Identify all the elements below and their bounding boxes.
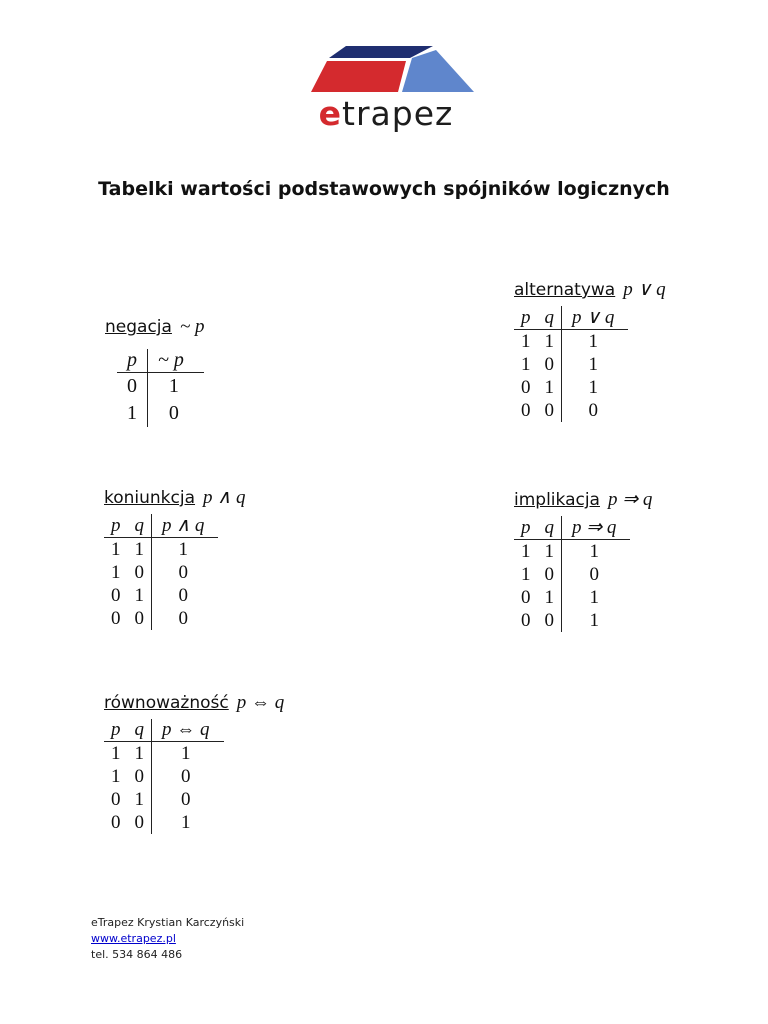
table-cell: 1 — [152, 742, 224, 766]
table-cell: 0 — [134, 811, 144, 833]
table-cell: 0 — [152, 584, 219, 607]
table-cell: 1 — [562, 376, 629, 399]
table-cell: 1 — [562, 353, 629, 376]
table-cell: 0 — [521, 376, 531, 398]
truth-table-koniunkcja — [104, 484, 245, 630]
header-cell: p ⇒ q — [562, 516, 631, 540]
header-cell: p — [104, 719, 128, 742]
table-row — [104, 607, 218, 630]
table-cell: 1 — [134, 538, 144, 560]
table-row — [117, 400, 204, 427]
truth-table-implikacja — [514, 486, 652, 632]
negacja-heading — [105, 313, 204, 341]
rownowaznosc-table — [104, 719, 224, 834]
table-header-row — [514, 306, 628, 330]
negacja-table — [117, 349, 204, 427]
table-cell: 0 — [521, 586, 531, 608]
page-title: Tabelki wartości podstawowych spójników logicznych — [98, 178, 670, 200]
table-cell: 0 — [544, 353, 554, 375]
website-link[interactable]: www.etrapez.pl — [91, 932, 176, 945]
table-cell: 1 — [544, 376, 554, 398]
negacja-symbol: ~ p — [179, 316, 205, 337]
logo-red-shape — [311, 61, 406, 92]
table-cell: 0 — [134, 561, 144, 583]
header-cell: p — [104, 514, 128, 538]
table-cell: 0 — [111, 607, 121, 629]
implikacja-table — [514, 516, 630, 632]
table-cell: 0 — [544, 399, 554, 421]
table-header-row — [104, 514, 218, 538]
table-row — [514, 609, 630, 632]
table-row — [104, 538, 218, 562]
header-cell: p — [514, 516, 538, 540]
etrapez-logo — [296, 44, 476, 136]
table-row — [104, 765, 224, 788]
rownowaznosc-heading — [104, 689, 284, 717]
table-row — [104, 584, 218, 607]
table-cell: 1 — [562, 540, 631, 564]
table-cell: 0 — [544, 563, 554, 585]
header-cell: q — [128, 719, 152, 742]
table-cell: 0 — [111, 584, 121, 606]
table-row — [117, 373, 204, 401]
table-cell: 1 — [562, 609, 631, 632]
table-cell: 0 — [152, 765, 224, 788]
truth-table-negacja — [105, 313, 204, 427]
alternatywa-symbol: p ∨ q — [623, 279, 666, 300]
trapezoid-logo-icon — [296, 44, 476, 94]
table-row — [104, 811, 224, 834]
koniunkcja-heading — [104, 484, 245, 512]
table-row — [104, 561, 218, 584]
table-cell: 1 — [134, 742, 144, 764]
table-cell: 0 — [134, 607, 144, 629]
table-cell: 0 — [544, 609, 554, 631]
header-cell: ~ p — [148, 349, 204, 373]
logo-letter-e: e — [318, 94, 343, 133]
logo-navy-band — [329, 46, 433, 58]
header-cell: p ∨ q — [562, 306, 629, 330]
table-cell: 1 — [111, 561, 121, 583]
table-cell: 0 — [134, 765, 144, 787]
table-row — [514, 330, 628, 354]
header-cell: p — [117, 349, 148, 373]
table-cell: 0 — [111, 811, 121, 833]
table-cell: 0 — [152, 788, 224, 811]
table-cell: 0 — [111, 788, 121, 810]
table-cell: 0 — [152, 607, 219, 630]
table-row — [104, 742, 224, 766]
table-header-row — [514, 516, 630, 540]
implikacja-name: implikacja — [514, 490, 600, 510]
alternatywa-table — [514, 306, 628, 422]
table-cell: 0 — [521, 609, 531, 631]
table-cell: 0 — [152, 561, 219, 584]
header-cell: p ⇔ q — [152, 719, 224, 742]
negacja-name: negacja — [105, 317, 172, 337]
rownowaznosc-symbol: p ⇔ q — [236, 692, 285, 713]
logo-wordmark — [296, 94, 476, 134]
table-cell: 1 — [521, 353, 531, 375]
header-cell: p ∧ q — [152, 514, 219, 538]
table-header-row — [117, 349, 204, 373]
table-row — [514, 399, 628, 422]
table-cell: 1 — [111, 765, 121, 787]
table-row — [104, 788, 224, 811]
header-cell: q — [538, 516, 562, 540]
table-cell: 1 — [134, 584, 144, 606]
koniunkcja-name: koniunkcja — [104, 488, 196, 508]
table-cell: 1 — [544, 586, 554, 608]
table-header-row — [104, 719, 224, 742]
table-cell: 1 — [111, 742, 121, 764]
table-row — [514, 376, 628, 399]
footer — [91, 915, 244, 963]
table-cell: 0 — [148, 400, 204, 427]
header-cell: q — [128, 514, 152, 538]
implikacja-heading — [514, 486, 652, 514]
alternatywa-heading — [514, 276, 666, 304]
table-cell: 1 — [544, 330, 554, 352]
table-cell: 1 — [521, 330, 531, 352]
table-cell: 1 — [148, 373, 204, 401]
table-row — [514, 563, 630, 586]
truth-table-rownowaznosc — [104, 689, 284, 834]
footer-company: eTrapez Krystian Karczyński — [91, 916, 245, 929]
table-cell: 0 — [127, 375, 137, 397]
table-cell: 0 — [562, 563, 631, 586]
koniunkcja-symbol: p ∧ q — [203, 487, 246, 508]
header-cell: p — [514, 306, 538, 330]
table-row — [514, 586, 630, 609]
table-cell: 1 — [544, 540, 554, 562]
header-cell: q — [538, 306, 562, 330]
implikacja-symbol: p ⇒ q — [607, 489, 653, 510]
alternatywa-name: alternatywa — [514, 280, 616, 300]
table-cell: 1 — [521, 540, 531, 562]
logo-word-trapez: trapez — [342, 94, 454, 133]
truth-table-alternatywa — [514, 276, 666, 422]
rownowaznosc-name: równoważność — [104, 693, 229, 713]
table-cell: 1 — [152, 538, 219, 562]
koniunkcja-table — [104, 514, 218, 630]
table-row — [514, 540, 630, 564]
table-cell: 1 — [562, 586, 631, 609]
table-cell: 1 — [521, 563, 531, 585]
footer-phone: tel. 534 864 486 — [91, 948, 183, 961]
table-cell: 1 — [111, 538, 121, 560]
table-cell: 0 — [562, 399, 629, 422]
table-cell: 1 — [127, 402, 137, 424]
table-cell: 0 — [521, 399, 531, 421]
table-cell: 1 — [562, 330, 629, 354]
table-cell: 1 — [152, 811, 224, 834]
table-cell: 1 — [134, 788, 144, 810]
table-row — [514, 353, 628, 376]
